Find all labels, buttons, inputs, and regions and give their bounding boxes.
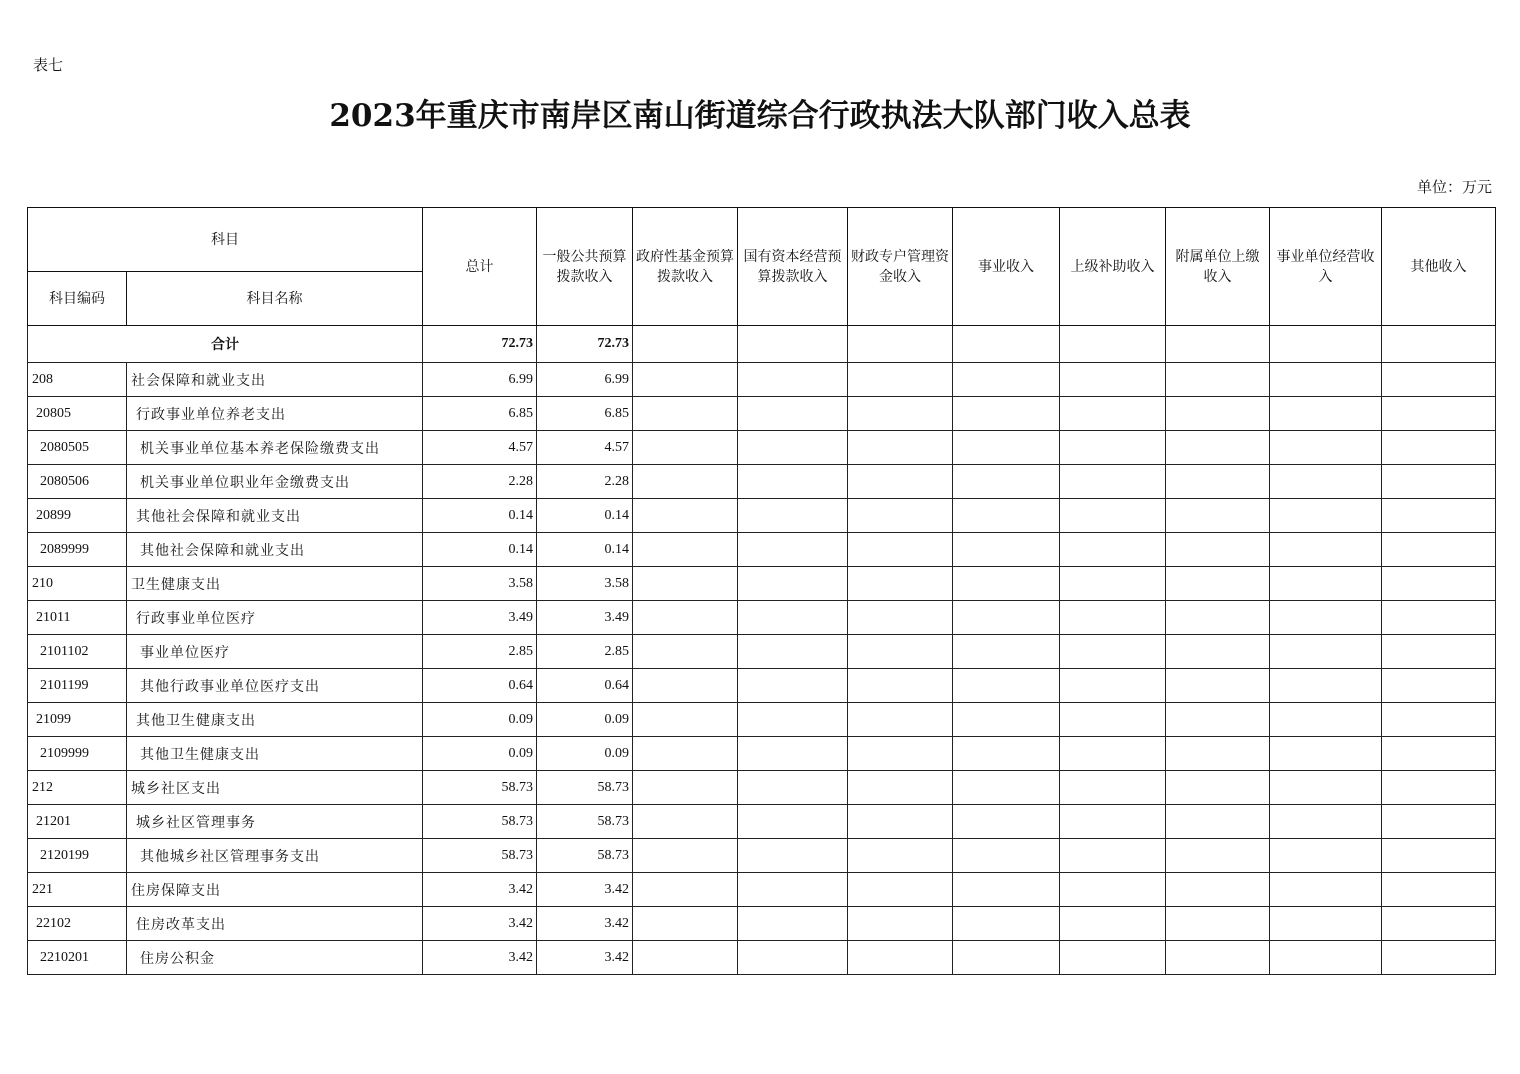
table-body [28,326,1496,975]
empty-cell [633,873,738,907]
empty-cell [1166,431,1270,465]
empty-cell [1060,533,1166,567]
empty-cell [1382,771,1496,805]
empty-cell [1382,635,1496,669]
header-subject-code: 科目编码 [28,272,127,326]
page-title: 2023年重庆市南岸区南山街道综合行政执法大队部门收入总表 [329,98,1191,134]
total-general-budget: 72.73 [537,326,633,363]
empty-cell [1166,907,1270,941]
empty-cell [1270,805,1382,839]
empty-cell [1060,703,1166,737]
empty-cell [633,635,738,669]
total-label: 合计 [28,326,423,363]
subject-code-cell: 21099 [28,703,127,737]
table-row [28,873,1496,907]
empty-cell [1382,941,1496,975]
empty-cell [953,907,1060,941]
general-budget-cell: 6.99 [537,363,633,397]
empty-cell [848,737,953,771]
empty-cell [848,703,953,737]
empty-cell [1166,601,1270,635]
empty-cell [738,703,848,737]
empty-cell [1382,533,1496,567]
empty-cell [738,499,848,533]
table-row [28,601,1496,635]
empty-cell [1382,737,1496,771]
empty-cell [1382,601,1496,635]
empty-cell [1270,499,1382,533]
empty-cell [1060,907,1166,941]
empty-cell [1382,907,1496,941]
empty-cell [1270,465,1382,499]
empty-cell [633,601,738,635]
empty-cell [1060,326,1166,363]
empty-cell [848,363,953,397]
total-cell: 4.57 [423,431,537,465]
empty-cell [738,805,848,839]
empty-cell [1166,805,1270,839]
subject-code-cell: 2080505 [28,431,127,465]
subject-name-cell: 其他城乡社区管理事务支出 [127,839,423,873]
empty-cell [1060,465,1166,499]
subject-code-cell: 2210201 [28,941,127,975]
header-other-income: 其他收入 [1382,208,1496,326]
empty-cell [633,771,738,805]
subject-name-cell: 机关事业单位基本养老保险缴费支出 [127,431,423,465]
general-budget-cell: 3.42 [537,907,633,941]
empty-cell [1060,397,1166,431]
table-row [28,431,1496,465]
empty-cell [1382,326,1496,363]
subject-name-cell: 卫生健康支出 [127,567,423,601]
empty-cell [1382,363,1496,397]
general-budget-cell: 6.85 [537,397,633,431]
total-cell: 58.73 [423,805,537,839]
empty-cell [738,431,848,465]
general-budget-cell: 0.09 [537,703,633,737]
subject-code-cell: 2080506 [28,465,127,499]
empty-cell [1382,397,1496,431]
empty-cell [953,397,1060,431]
empty-cell [738,737,848,771]
table-row [28,635,1496,669]
empty-cell [1270,873,1382,907]
header-special-account: 财政专户管理资金收入 [848,208,953,326]
empty-cell [1270,941,1382,975]
empty-cell [1166,669,1270,703]
header-affiliated-payment: 附属单位上缴收入 [1166,208,1270,326]
empty-cell [738,397,848,431]
general-budget-cell: 0.09 [537,737,633,771]
subject-name-cell: 住房保障支出 [127,873,423,907]
empty-cell [953,771,1060,805]
empty-cell [1270,601,1382,635]
empty-cell [1060,771,1166,805]
empty-cell [738,326,848,363]
empty-cell [848,533,953,567]
subject-name-cell: 其他卫生健康支出 [127,737,423,771]
general-budget-cell: 3.49 [537,601,633,635]
empty-cell [953,465,1060,499]
general-budget-cell: 0.64 [537,669,633,703]
subject-name-cell: 行政事业单位养老支出 [127,397,423,431]
empty-cell [848,669,953,703]
subject-name-cell: 事业单位医疗 [127,635,423,669]
empty-cell [1270,397,1382,431]
empty-cell [738,465,848,499]
empty-cell [848,805,953,839]
empty-cell [1270,567,1382,601]
empty-cell [738,839,848,873]
empty-cell [633,363,738,397]
empty-cell [1060,499,1166,533]
total-amount: 72.73 [423,326,537,363]
empty-cell [848,771,953,805]
empty-cell [953,533,1060,567]
empty-cell [1270,533,1382,567]
empty-cell [633,805,738,839]
empty-cell [1060,737,1166,771]
empty-cell [848,907,953,941]
header-operating-income: 事业单位经营收入 [1270,208,1382,326]
general-budget-cell: 3.42 [537,941,633,975]
general-budget-cell: 3.42 [537,873,633,907]
empty-cell [1166,533,1270,567]
header-subject: 科目 [28,208,423,272]
total-cell: 0.09 [423,737,537,771]
table-header [28,208,1496,326]
empty-cell [633,703,738,737]
subject-code-cell: 212 [28,771,127,805]
total-cell: 0.14 [423,533,537,567]
header-business-income: 事业收入 [953,208,1060,326]
header-total: 总计 [423,208,537,326]
empty-cell [633,499,738,533]
empty-cell [633,737,738,771]
empty-cell [1060,839,1166,873]
empty-cell [1060,669,1166,703]
empty-cell [633,839,738,873]
empty-cell [848,397,953,431]
header-gov-fund: 政府性基金预算拨款收入 [633,208,738,326]
empty-cell [848,873,953,907]
empty-cell [1166,326,1270,363]
income-summary-table [27,207,1496,975]
empty-cell [1270,737,1382,771]
empty-cell [738,567,848,601]
total-row [28,326,1496,363]
total-cell: 2.28 [423,465,537,499]
subject-name-cell: 行政事业单位医疗 [127,601,423,635]
empty-cell [953,431,1060,465]
empty-cell [1166,737,1270,771]
table-row [28,771,1496,805]
general-budget-cell: 0.14 [537,499,633,533]
subject-name-cell: 机关事业单位职业年金缴费支出 [127,465,423,499]
empty-cell [848,499,953,533]
empty-cell [738,771,848,805]
empty-cell [1166,873,1270,907]
empty-cell [738,635,848,669]
subject-code-cell: 20805 [28,397,127,431]
subject-name-cell: 住房公积金 [127,941,423,975]
empty-cell [1270,907,1382,941]
empty-cell [953,363,1060,397]
table-row [28,669,1496,703]
total-cell: 2.85 [423,635,537,669]
empty-cell [738,533,848,567]
empty-cell [953,635,1060,669]
empty-cell [1166,635,1270,669]
table-number-label: 表七 [33,56,64,74]
total-cell: 58.73 [423,839,537,873]
empty-cell [848,567,953,601]
general-budget-cell: 58.73 [537,839,633,873]
empty-cell [1060,431,1166,465]
table-row [28,499,1496,533]
empty-cell [738,601,848,635]
subject-code-cell: 2089999 [28,533,127,567]
empty-cell [1166,839,1270,873]
empty-cell [953,941,1060,975]
total-cell: 3.42 [423,873,537,907]
table-row [28,567,1496,601]
subject-name-cell: 社会保障和就业支出 [127,363,423,397]
empty-cell [1382,567,1496,601]
table-row [28,941,1496,975]
subject-code-cell: 22102 [28,907,127,941]
empty-cell [1382,805,1496,839]
total-cell: 3.42 [423,941,537,975]
empty-cell [738,669,848,703]
header-subject-name: 科目名称 [127,272,423,326]
general-budget-cell: 0.14 [537,533,633,567]
general-budget-cell: 2.28 [537,465,633,499]
subject-code-cell: 20899 [28,499,127,533]
empty-cell [953,567,1060,601]
general-budget-cell: 58.73 [537,805,633,839]
table-row [28,703,1496,737]
empty-cell [1382,465,1496,499]
empty-cell [1270,431,1382,465]
empty-cell [1166,363,1270,397]
empty-cell [1060,941,1166,975]
empty-cell [1060,873,1166,907]
empty-cell [1166,465,1270,499]
total-cell: 3.42 [423,907,537,941]
empty-cell [953,805,1060,839]
total-cell: 0.14 [423,499,537,533]
empty-cell [848,635,953,669]
subject-code-cell: 208 [28,363,127,397]
empty-cell [953,873,1060,907]
empty-cell [953,839,1060,873]
subject-name-cell: 住房改革支出 [127,907,423,941]
empty-cell [848,431,953,465]
empty-cell [1060,363,1166,397]
subject-name-cell: 城乡社区支出 [127,771,423,805]
empty-cell [738,907,848,941]
empty-cell [1382,873,1496,907]
total-cell: 0.64 [423,669,537,703]
empty-cell [953,703,1060,737]
total-cell: 3.58 [423,567,537,601]
unit-label: 单位：万元 [1416,178,1492,196]
empty-cell [633,431,738,465]
empty-cell [738,363,848,397]
empty-cell [1270,703,1382,737]
total-cell: 6.99 [423,363,537,397]
empty-cell [1166,567,1270,601]
empty-cell [633,326,738,363]
subject-code-cell: 2120199 [28,839,127,873]
general-budget-cell: 3.58 [537,567,633,601]
empty-cell [1060,805,1166,839]
empty-cell [633,567,738,601]
empty-cell [1166,771,1270,805]
table-row [28,805,1496,839]
empty-cell [738,873,848,907]
empty-cell [848,839,953,873]
subject-code-cell: 2101199 [28,669,127,703]
subject-name-cell: 其他社会保障和就业支出 [127,533,423,567]
subject-code-cell: 2101102 [28,635,127,669]
header-general-budget: 一般公共预算拨款收入 [537,208,633,326]
empty-cell [1060,601,1166,635]
general-budget-cell: 58.73 [537,771,633,805]
empty-cell [953,601,1060,635]
empty-cell [1166,499,1270,533]
table-row [28,363,1496,397]
total-cell: 0.09 [423,703,537,737]
empty-cell [1270,669,1382,703]
empty-cell [1060,635,1166,669]
subject-code-cell: 221 [28,873,127,907]
table-row [28,397,1496,431]
empty-cell [1382,499,1496,533]
empty-cell [1270,635,1382,669]
header-state-capital: 国有资本经营预算拨款收入 [738,208,848,326]
table-row [28,533,1496,567]
empty-cell [633,465,738,499]
empty-cell [1270,326,1382,363]
empty-cell [1166,941,1270,975]
header-superior-subsidy: 上级补助收入 [1060,208,1166,326]
empty-cell [848,601,953,635]
subject-name-cell: 城乡社区管理事务 [127,805,423,839]
empty-cell [738,941,848,975]
empty-cell [633,669,738,703]
empty-cell [633,533,738,567]
subject-name-cell: 其他社会保障和就业支出 [127,499,423,533]
table-row [28,465,1496,499]
general-budget-cell: 2.85 [537,635,633,669]
empty-cell [633,941,738,975]
empty-cell [633,907,738,941]
empty-cell [1382,431,1496,465]
subject-name-cell: 其他卫生健康支出 [127,703,423,737]
empty-cell [848,941,953,975]
empty-cell [848,326,953,363]
empty-cell [1166,703,1270,737]
empty-cell [1270,363,1382,397]
general-budget-cell: 4.57 [537,431,633,465]
subject-code-cell: 2109999 [28,737,127,771]
subject-code-cell: 21011 [28,601,127,635]
empty-cell [1166,397,1270,431]
empty-cell [953,737,1060,771]
empty-cell [633,397,738,431]
empty-cell [953,669,1060,703]
empty-cell [848,465,953,499]
total-cell: 6.85 [423,397,537,431]
subject-name-cell: 其他行政事业单位医疗支出 [127,669,423,703]
empty-cell [1382,669,1496,703]
table-row [28,907,1496,941]
subject-code-cell: 210 [28,567,127,601]
empty-cell [953,499,1060,533]
empty-cell [1060,567,1166,601]
empty-cell [1382,839,1496,873]
subject-code-cell: 21201 [28,805,127,839]
table-row [28,737,1496,771]
table-row [28,839,1496,873]
empty-cell [1382,703,1496,737]
empty-cell [953,326,1060,363]
empty-cell [1270,771,1382,805]
total-cell: 3.49 [423,601,537,635]
total-cell: 58.73 [423,771,537,805]
empty-cell [1270,839,1382,873]
